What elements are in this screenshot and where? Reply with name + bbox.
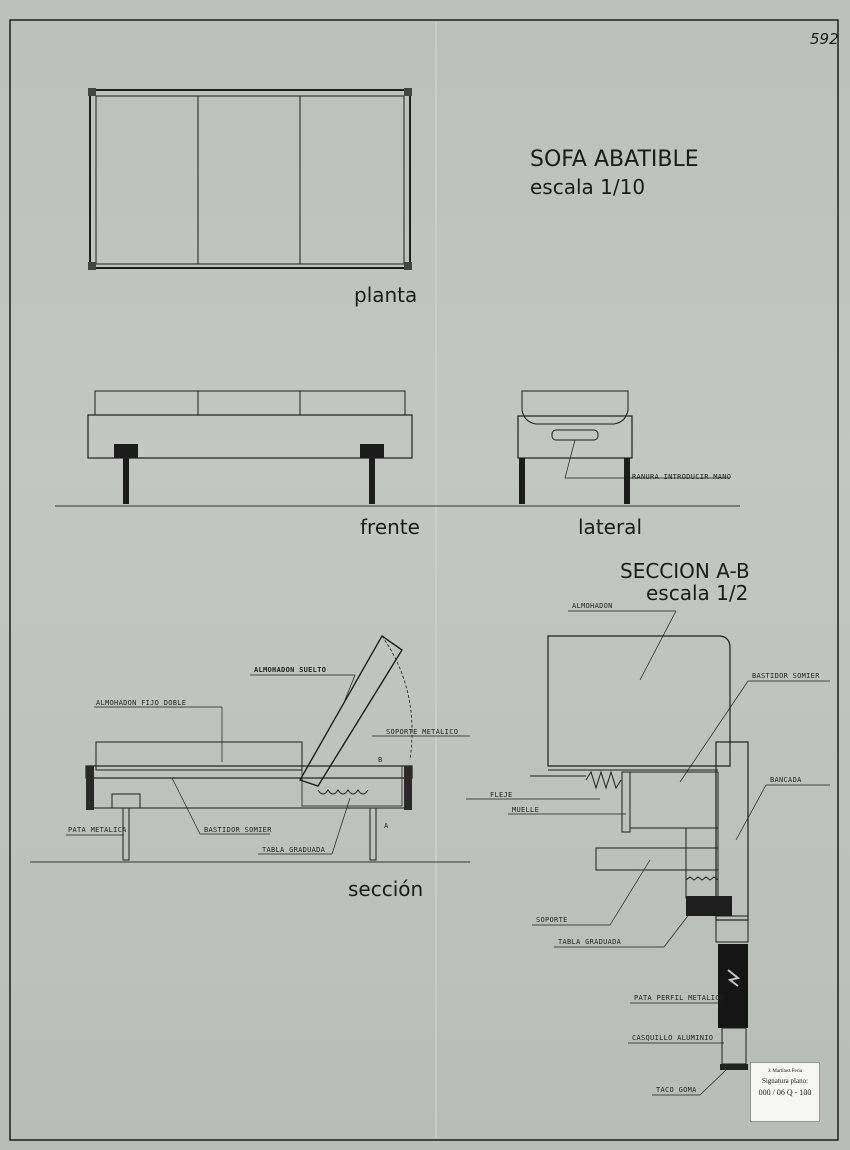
front-label: frente [360, 515, 420, 539]
signature-code: 000 / 06 Q - 100 [758, 1088, 812, 1097]
leader-almohadon-2 [640, 611, 676, 680]
plan-view [88, 88, 412, 270]
taco-goma-label: TACO GOMA [656, 1086, 697, 1094]
leader-tabla-graduada-2 [332, 798, 350, 854]
soporte-metalico-label: SOPORTE METALICO [386, 728, 459, 736]
almohadon-label: ALMOHADON [572, 602, 613, 610]
leader-tabla-graduada-ab-2 [664, 900, 700, 947]
pata-perfil-label: PATA PERFIL METALICO [634, 994, 725, 1002]
signature-caption: Signatura plano: [761, 1077, 809, 1085]
fleje-label: FLEJE [490, 791, 513, 799]
point-a-label: A [384, 822, 389, 830]
section-label: sección [348, 877, 424, 901]
leader-bancada-2 [736, 785, 766, 840]
side-view [518, 391, 730, 504]
almohadon-fijo-label: ALMOHADON FIJO DOBLE [96, 699, 187, 707]
section-ab-scale: escala 1/2 [646, 581, 749, 605]
soporte-label: SOPORTE [536, 916, 568, 924]
casquillo-label: CASQUILLO ALUMINIO [632, 1034, 714, 1042]
sheet-number: 592 [810, 30, 839, 48]
bancada-label: BANCADA [770, 776, 802, 784]
almohadon-suelto-label: ALMOHADON SUELTO [254, 666, 327, 674]
signature-box [750, 1062, 820, 1122]
point-b-label: B [378, 756, 383, 764]
leader-almohadon-suelto-2 [345, 675, 355, 700]
leader-bastidor-somier-ab-2 [680, 681, 748, 782]
title-scale: escala 1/10 [530, 175, 646, 199]
bastidor-somier-ab-label: BASTIDOR SOMIER [752, 672, 820, 680]
plan-label: planta [354, 283, 418, 307]
tabla-graduada-label: TABLA GRADUADA [262, 846, 326, 854]
pata-metalica-label: PATA METALICA [68, 826, 127, 834]
front-view [88, 391, 412, 504]
ranura-label: RANURA INTRODUCIR MANO [632, 473, 732, 481]
section-ab-view [530, 636, 748, 1070]
title: SOFA ABATIBLE [530, 147, 699, 172]
bastidor-somier-label: BASTIDOR SOMIER [204, 826, 272, 834]
section-ab-title: SECCION A-B [620, 559, 750, 583]
tabla-graduada-ab-label: TABLA GRADUADA [558, 938, 622, 946]
leader-bastidor-somier-2 [172, 778, 200, 834]
leader-taco-goma-2 [700, 1070, 726, 1095]
side-label: lateral [578, 515, 642, 539]
muelle-label: MUELLE [512, 806, 540, 814]
signature-author: J. Martínez Feria [767, 1069, 803, 1074]
